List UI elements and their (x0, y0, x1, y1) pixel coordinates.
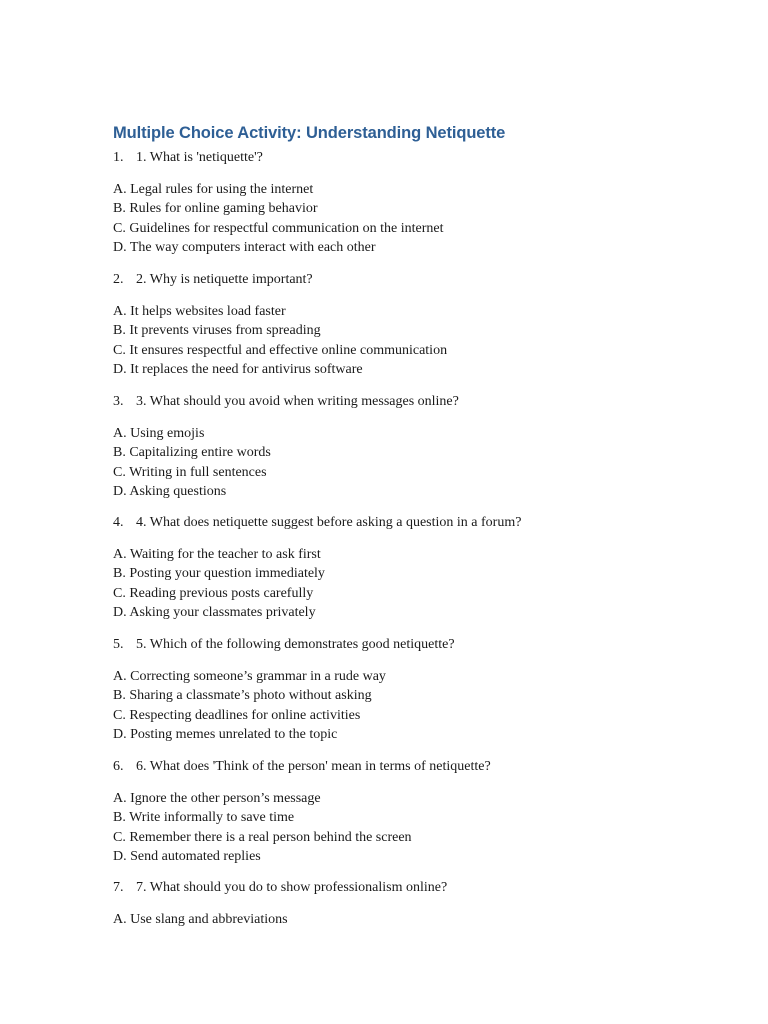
option-c: C. Writing in full sentences (113, 464, 267, 480)
options-list (113, 789, 673, 866)
options-list (113, 545, 673, 622)
question-line (113, 148, 673, 167)
question-line (113, 513, 673, 532)
option-b: B. Rules for online gaming behavior (113, 201, 318, 217)
option-c: C. Guidelines for respectful communication on the internet (113, 220, 444, 236)
question-number: 7. (113, 880, 124, 895)
question-block (113, 392, 673, 501)
question-line (113, 878, 673, 897)
option-a: A. Waiting for the teacher to ask first (113, 547, 321, 562)
question-number: 4. (113, 515, 124, 530)
question-block (113, 635, 673, 744)
option-b: B. Posting your question immediately (113, 566, 325, 582)
option-b: B. Sharing a classmate’s photo without asking (113, 688, 372, 704)
question-number: 1. (113, 150, 124, 165)
question-text: 7. What should you do to show professionalism online? (136, 880, 448, 895)
question-line (113, 392, 673, 411)
options-list (113, 910, 673, 929)
question-block (113, 148, 673, 257)
options-list (113, 424, 673, 501)
option-d: D. The way computers interact with each other (113, 239, 376, 255)
option-d: D. Posting memes unrelated to the topic (113, 726, 338, 742)
option-d: D. Asking your classmates privately (113, 604, 316, 620)
option-a: A. Using emojis (113, 426, 205, 441)
question-number: 2. (113, 272, 124, 287)
options-list (113, 180, 673, 257)
options-list (113, 302, 673, 379)
option-d: D. Send automated replies (113, 848, 261, 864)
option-a: A. It helps websites load faster (113, 304, 286, 319)
option-a: A. Legal rules for using the internet (113, 182, 314, 197)
document-title: Multiple Choice Activity: Understanding Netiquette (113, 124, 506, 142)
option-c: C. Reading previous posts carefully (113, 585, 314, 601)
option-c: C. Remember there is a real person behind the screen (113, 829, 412, 845)
option-c: C. It ensures respectful and effective online communication (113, 342, 448, 358)
option-c: C. Respecting deadlines for online activities (113, 707, 361, 723)
option-d: D. It replaces the need for antivirus software (113, 361, 363, 377)
options-list (113, 667, 673, 744)
question-line (113, 270, 673, 289)
question-text: 3. What should you avoid when writing messages online? (136, 394, 459, 409)
option-a: A. Ignore the other person’s message (113, 791, 321, 806)
question-text: 2. Why is netiquette important? (136, 272, 313, 287)
question-number: 3. (113, 394, 124, 409)
option-a: A. Use slang and abbreviations (113, 912, 288, 927)
question-text: 5. Which of the following demonstrates good netiquette? (136, 637, 455, 652)
option-b: B. Write informally to save time (113, 810, 295, 826)
question-block (113, 270, 673, 379)
question-text: 6. What does 'Think of the person' mean in terms of netiquette? (136, 759, 491, 774)
option-b: B. It prevents viruses from spreading (113, 323, 321, 339)
option-d: D. Asking questions (113, 483, 227, 499)
question-number: 6. (113, 759, 124, 774)
question-line (113, 757, 673, 776)
question-block (113, 878, 673, 929)
question-text: 4. What does netiquette suggest before asking a question in a forum? (136, 515, 522, 530)
question-text: 1. What is 'netiquette'? (136, 150, 263, 165)
option-a: A. Correcting someone’s grammar in a rude way (113, 669, 386, 684)
question-line (113, 635, 673, 654)
question-block (113, 757, 673, 866)
option-b: B. Capitalizing entire words (113, 445, 271, 461)
question-block (113, 513, 673, 622)
question-number: 5. (113, 637, 124, 652)
